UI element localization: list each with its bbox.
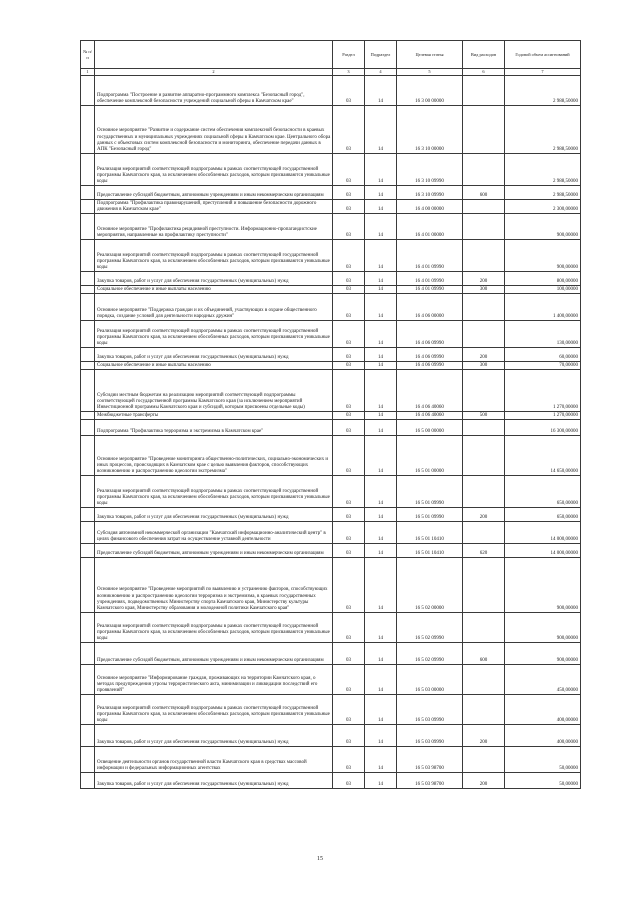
table-row [81,240,581,272]
row-target-article-cell: 16 4 01 09990 [397,240,463,272]
row-amount-cell: 14 000,00000 [505,544,581,558]
row-num-cell [81,106,95,154]
row-amount-cell: 130,00000 [505,321,581,348]
row-name-cell: Закупка товаров, работ и услуг для обеспечения государственных (муниципальных) нужд [95,508,333,522]
row-podrazdel-cell: 14 [365,558,397,613]
row-num-cell [81,643,95,665]
row-num-cell [81,508,95,522]
table-row [81,294,581,321]
row-expense-type-cell: 300 [463,362,505,370]
row-amount-cell: 900,00000 [505,643,581,665]
row-name-cell: Социальное обеспечение и иные выплаты населению [95,286,333,294]
row-target-article-cell: 16 5 02 00000 [397,558,463,613]
row-razdel-cell: 03 [333,725,365,747]
row-expense-type-cell: 200 [463,725,505,747]
row-expense-type-cell [463,321,505,348]
row-name-cell: Реализация мероприятий соответствующей подпрограммы в рамках соответствующей государственной программы Камчатского края, за исключением обособленных расходов, которым присваиваются уникальные коды [95,154,333,186]
row-num-cell [81,186,95,200]
col-number: 2 [95,69,333,76]
row-razdel-cell: 03 [333,476,365,508]
row-target-article-cell: 16 4 01 09990 [397,286,463,294]
row-podrazdel-cell: 14 [365,186,397,200]
header-annual-amount: Годовой объем ассигнований [505,41,581,69]
row-name-cell: Основное мероприятие "Развитие и содержание систем обеспечения комплексной безопасности в краевых государственных и муниципальных учреждениях социальной сферы в Камчатском крае. Центрального обора данных с объектовых систем комплексной безопасности и мониторинга, обеспечение передачи данных в АПК "Безопасный город" [95,106,333,154]
table-row [81,420,581,436]
table-row [81,476,581,508]
row-expense-type-cell [463,294,505,321]
row-expense-type-cell [463,106,505,154]
table-row [81,186,581,200]
header-num: № п/п [81,41,95,69]
row-name-cell: Предоставление субсидий бюджетным, автономным учреждениям и иным некоммерческим организациям [95,186,333,200]
row-num-cell [81,412,95,420]
row-target-article-cell: 16 4 00 00000 [397,200,463,214]
row-num-cell [81,665,95,695]
table-row [81,725,581,747]
row-razdel-cell: 03 [333,508,365,522]
row-podrazdel-cell: 14 [365,613,397,643]
row-expense-type-cell: 500 [463,412,505,420]
row-razdel-cell: 03 [333,106,365,154]
row-num-cell [81,613,95,643]
row-target-article-cell: 16 5 03 00000 [397,665,463,695]
row-num-cell [81,476,95,508]
row-name-cell: Основное мероприятие "Проведение мероприятий по выявлению и устранению факторов, способствующих возникновению и распространению идеологии терроризма и экстремизма, в краевых государственных учреждениях, подведомственных Министерству спорта Камчатского края, Министерству культуры Камчатского края, Министерству образования и молодежной политики Камчатского края" [95,558,333,613]
row-amount-cell: 14 650,00000 [505,436,581,476]
col-number: 4 [365,69,397,76]
table-row [81,613,581,643]
row-target-article-cell: 16 5 01 10410 [397,544,463,558]
row-num-cell [81,321,95,348]
row-expense-type-cell [463,747,505,773]
row-expense-type-cell [463,695,505,725]
row-name-cell: Реализация мероприятий соответствующей подпрограммы в рамках соответствующей государственной программы Камчатского края, за исключением обособленных расходов, которым присваиваются уникальные коды [95,695,333,725]
row-podrazdel-cell: 14 [365,370,397,412]
row-expense-type-cell: 200 [463,348,505,362]
row-expense-type-cell [463,214,505,240]
header-row [81,41,581,69]
row-target-article-cell: 16 5 01 09990 [397,508,463,522]
header-target-article: Целевая статья [397,41,463,69]
row-amount-cell: 800,00000 [505,272,581,286]
row-target-article-cell: 16 3 00 00000 [397,76,463,106]
row-expense-type-cell: 200 [463,508,505,522]
row-razdel-cell: 03 [333,240,365,272]
row-expense-type-cell [463,370,505,412]
row-podrazdel-cell: 14 [365,294,397,321]
row-razdel-cell: 03 [333,348,365,362]
table-row [81,321,581,348]
row-name-cell: Реализация мероприятий соответствующей подпрограммы в рамках соответствующей государственной программы Камчатского края, за исключением обособленных расходов, которым присваиваются уникальные коды [95,476,333,508]
table-row [81,412,581,420]
row-num-cell [81,154,95,186]
row-podrazdel-cell: 14 [365,665,397,695]
table-row [81,643,581,665]
row-amount-cell: 900,00000 [505,558,581,613]
row-name-cell: Закупка товаров, работ и услуг для обеспечения государственных (муниципальных) нужд [95,348,333,362]
row-num-cell [81,522,95,544]
row-amount-cell: 14 000,00000 [505,522,581,544]
row-expense-type-cell [463,154,505,186]
row-razdel-cell: 03 [333,420,365,436]
row-name-cell: Закупка товаров, работ и услуг для обеспечения государственных (муниципальных) нужд [95,773,333,789]
table-row [81,695,581,725]
row-name-cell: Основное мероприятие "Профилактика рецидивной преступности. Информационно-пропагандистские мероприятия, направленные на профилактику преступности" [95,214,333,240]
row-razdel-cell: 03 [333,214,365,240]
row-num-cell [81,695,95,725]
col-number: 1 [81,69,95,76]
row-target-article-cell: 16 4 06 40060 [397,370,463,412]
row-num-cell [81,294,95,321]
row-num-cell [81,348,95,362]
row-razdel-cell: 03 [333,186,365,200]
header-podrazdel: Подраздел [365,41,397,69]
row-podrazdel-cell: 14 [365,725,397,747]
row-name-cell: Закупка товаров, работ и услуг для обеспечения государственных (муниципальных) нужд [95,725,333,747]
row-num-cell [81,725,95,747]
row-target-article-cell: 16 4 01 00000 [397,214,463,240]
row-amount-cell: 650,00000 [505,476,581,508]
row-podrazdel-cell: 14 [365,773,397,789]
row-razdel-cell: 03 [333,286,365,294]
row-expense-type-cell [463,476,505,508]
row-name-cell: Подпрограмма "Построение и развитие аппаратно-программного комплекса "Безопасный город", обеспечение комплексной безопасности учреждений социальной сферы в Камчатском крае" [95,76,333,106]
row-razdel-cell: 03 [333,154,365,186]
table-row [81,436,581,476]
table-row [81,348,581,362]
row-amount-cell: 16 300,00000 [505,420,581,436]
row-razdel-cell: 03 [333,522,365,544]
row-podrazdel-cell: 14 [365,420,397,436]
row-target-article-cell: 16 5 03 98700 [397,773,463,789]
row-num-cell [81,286,95,294]
table-row [81,370,581,412]
row-expense-type-cell [463,665,505,695]
row-target-article-cell: 16 5 00 00000 [397,420,463,436]
row-podrazdel-cell: 14 [365,240,397,272]
table-row [81,508,581,522]
row-razdel-cell: 03 [333,412,365,420]
row-amount-cell: 1 270,00000 [505,412,581,420]
row-razdel-cell: 03 [333,272,365,286]
row-podrazdel-cell: 14 [365,272,397,286]
row-target-article-cell: 16 5 02 09990 [397,643,463,665]
row-num-cell [81,420,95,436]
row-expense-type-cell [463,613,505,643]
row-num-cell [81,76,95,106]
row-podrazdel-cell: 14 [365,321,397,348]
row-amount-cell: 400,00000 [505,695,581,725]
row-name-cell: Освещение деятельности органов государственной власти Камчатского края в средствах массовой информации и федеральных информационных агентствах [95,747,333,773]
row-razdel-cell: 03 [333,695,365,725]
row-razdel-cell: 03 [333,747,365,773]
row-name-cell: Реализация мероприятий соответствующей подпрограммы в рамках соответствующей государственной программы Камчатского края, за исключением обособленных расходов, которым присваиваются уникальные коды [95,613,333,643]
row-num-cell [81,272,95,286]
row-amount-cell: 900,00000 [505,214,581,240]
row-razdel-cell: 03 [333,558,365,613]
row-podrazdel-cell: 14 [365,286,397,294]
row-num-cell [81,436,95,476]
row-razdel-cell: 03 [333,362,365,370]
row-podrazdel-cell: 14 [365,348,397,362]
row-name-cell: Основное мероприятие "Поддержка граждан и их объединений, участвующих в охране общественного порядка, создание условий для деятельности народных дружин" [95,294,333,321]
col-number: 5 [397,69,463,76]
row-target-article-cell: 16 4 06 09990 [397,362,463,370]
table-row [81,558,581,613]
row-razdel-cell: 03 [333,294,365,321]
table-row [81,214,581,240]
header-name [95,41,333,69]
row-razdel-cell: 03 [333,370,365,412]
row-name-cell: Основное мероприятие "Проведение мониторинга общественно-политических, социально-экономических и иных процессов, происходящих в Камчатском крае с целью выявления факторов, способствующих возникновению и распространению идеологии экстремизма" [95,436,333,476]
header-razdel: Раздел [333,41,365,69]
page-number: 15 [317,856,323,862]
row-amount-cell: 2 988,50000 [505,106,581,154]
row-podrazdel-cell: 14 [365,544,397,558]
row-podrazdel-cell: 14 [365,412,397,420]
row-amount-cell: 1 270,00000 [505,370,581,412]
row-target-article-cell: 16 4 06 09990 [397,348,463,362]
budget-table [80,40,581,789]
row-amount-cell: 2 300,00000 [505,200,581,214]
row-razdel-cell: 03 [333,436,365,476]
row-name-cell: Социальное обеспечение и иные выплаты населению [95,362,333,370]
row-expense-type-cell [463,420,505,436]
row-amount-cell: 60,00000 [505,348,581,362]
row-target-article-cell: 16 5 03 98700 [397,747,463,773]
table-row [81,773,581,789]
row-podrazdel-cell: 14 [365,106,397,154]
row-target-article-cell: 16 4 06 00000 [397,294,463,321]
row-name-cell: Закупка товаров, работ и услуг для обеспечения государственных (муниципальных) нужд [95,272,333,286]
row-name-cell: Субсидия автономной некоммерческой организации "Камчатский информационно-аналитический центр" в целях финансового обеспечения затрат на осуществление уставной деятельности [95,522,333,544]
table-row [81,286,581,294]
row-amount-cell: 450,00000 [505,665,581,695]
row-name-cell: Предоставление субсидий бюджетным, автономным учреждениям и иным некоммерческим организациям [95,544,333,558]
row-podrazdel-cell: 14 [365,214,397,240]
table-row [81,76,581,106]
row-num-cell [81,362,95,370]
row-amount-cell: 650,00000 [505,508,581,522]
row-expense-type-cell [463,76,505,106]
row-name-cell: Основное мероприятие "Информирование граждан, проживающих на территории Камчатского края, о методах предупреждения угрозы террористического акта, минимизации и ликвидации последствий его проявлений" [95,665,333,695]
row-target-article-cell: 16 4 01 09990 [397,272,463,286]
row-name-cell: Реализация мероприятий соответствующей подпрограммы в рамках соответствующей государственной программы Камчатского края, за исключением обособленных расходов, которым присваиваются уникальные коды [95,321,333,348]
row-amount-cell: 100,00000 [505,286,581,294]
table-row [81,200,581,214]
row-name-cell: Предоставление субсидий бюджетным, автономным учреждениям и иным некоммерческим организациям [95,643,333,665]
row-podrazdel-cell: 14 [365,200,397,214]
row-num-cell [81,544,95,558]
row-expense-type-cell: 600 [463,186,505,200]
row-expense-type-cell: 620 [463,544,505,558]
table-row [81,106,581,154]
table-row [81,544,581,558]
row-expense-type-cell [463,200,505,214]
row-target-article-cell: 16 5 02 09990 [397,613,463,643]
row-amount-cell: 2 988,50000 [505,76,581,106]
table-row [81,272,581,286]
row-razdel-cell: 03 [333,643,365,665]
row-amount-cell: 50,00000 [505,747,581,773]
row-name-cell: Реализация мероприятий соответствующей подпрограммы в рамках соответствующей государственной программы Камчатского края, за исключением обособленных расходов, которым присваиваются уникальные коды [95,240,333,272]
row-target-article-cell: 16 3 10 09990 [397,186,463,200]
row-num-cell [81,558,95,613]
row-num-cell [81,773,95,789]
row-target-article-cell: 16 5 03 09990 [397,725,463,747]
row-podrazdel-cell: 14 [365,695,397,725]
row-expense-type-cell [463,522,505,544]
row-expense-type-cell [463,240,505,272]
row-num-cell [81,747,95,773]
row-expense-type-cell [463,436,505,476]
row-razdel-cell: 03 [333,544,365,558]
row-podrazdel-cell: 14 [365,747,397,773]
row-amount-cell: 2 988,50000 [505,154,581,186]
row-name-cell: Субсидии местным бюджетам на реализацию мероприятий соответствующей подпрограммы соответствующей государственной программы Камчатского края (за исключением мероприятий Инвестиционной программы Камчатского края и субсидий, которым присвоены отдельные коды) [95,370,333,412]
row-target-article-cell: 16 5 01 10410 [397,522,463,544]
row-expense-type-cell: 300 [463,286,505,294]
row-target-article-cell: 16 5 03 09990 [397,695,463,725]
row-num-cell [81,200,95,214]
row-razdel-cell: 03 [333,773,365,789]
table-row [81,154,581,186]
row-podrazdel-cell: 14 [365,522,397,544]
row-expense-type-cell: 200 [463,773,505,789]
header-expense-type: Вид расходов [463,41,505,69]
row-podrazdel-cell: 14 [365,643,397,665]
row-razdel-cell: 03 [333,76,365,106]
table-body [81,76,581,789]
row-razdel-cell: 03 [333,200,365,214]
table-row [81,747,581,773]
row-amount-cell: 2 988,50000 [505,186,581,200]
row-razdel-cell: 03 [333,613,365,643]
row-podrazdel-cell: 14 [365,154,397,186]
row-num-cell [81,214,95,240]
row-name-cell: Межбюджетные трансферты [95,412,333,420]
row-name-cell: Подпрограмма "Профилактика правонарушений, преступлений и повышение безопасности дорожного движения в Камчатском крае" [95,200,333,214]
row-num-cell [81,240,95,272]
row-num-cell [81,370,95,412]
row-podrazdel-cell: 14 [365,362,397,370]
row-razdel-cell: 03 [333,321,365,348]
row-amount-cell: 400,00000 [505,725,581,747]
row-target-article-cell: 16 5 01 00000 [397,436,463,476]
row-amount-cell: 1 400,00000 [505,294,581,321]
row-amount-cell: 900,00000 [505,613,581,643]
table-row [81,665,581,695]
row-target-article-cell: 16 4 06 09990 [397,321,463,348]
row-amount-cell: 50,00000 [505,773,581,789]
row-podrazdel-cell: 14 [365,476,397,508]
row-target-article-cell: 16 5 01 09990 [397,476,463,508]
row-expense-type-cell: 200 [463,272,505,286]
row-target-article-cell: 16 3 10 09990 [397,154,463,186]
table-row [81,522,581,544]
row-razdel-cell: 03 [333,665,365,695]
row-podrazdel-cell: 14 [365,508,397,522]
row-amount-cell: 900,00000 [505,240,581,272]
table-row [81,362,581,370]
row-name-cell: Подпрограмма "Профилактика терроризма и экстремизма в Камчатском крае" [95,420,333,436]
column-number-row [81,69,581,76]
row-podrazdel-cell: 14 [365,76,397,106]
col-number: 7 [505,69,581,76]
col-number: 3 [333,69,365,76]
row-target-article-cell: 16 4 06 40060 [397,412,463,420]
row-target-article-cell: 16 3 10 00000 [397,106,463,154]
col-number: 6 [463,69,505,76]
row-amount-cell: 70,00000 [505,362,581,370]
row-podrazdel-cell: 14 [365,436,397,476]
row-expense-type-cell: 600 [463,643,505,665]
row-expense-type-cell [463,558,505,613]
